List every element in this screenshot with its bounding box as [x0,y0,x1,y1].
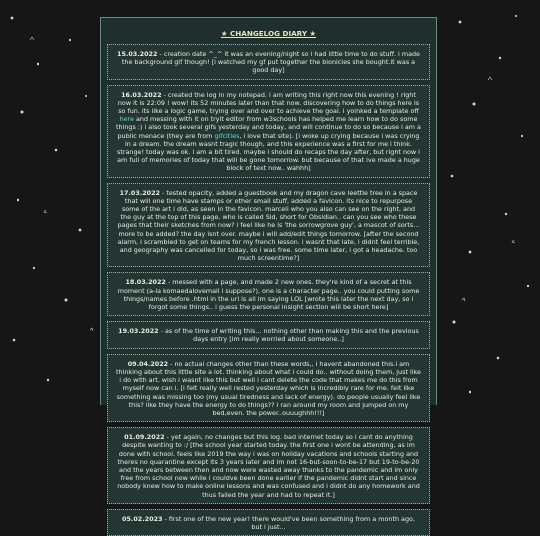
changelog-entry [107,44,430,80]
entry-date: 01.09.2022 [124,433,165,442]
entry-text: - yet again, no changes but this log. bad internet today so i cant do anything despite wanting to :/ [the school year started today. the first one i wont be attending, as im done with school. feels like 2019 the way i was on holiday vacations and schools starting and theres no quarantine except its 3 years later and im not 16-but-soon-to-be-17 but 19-to-be-20 and the years between then and now were wasted away thanks to the pandemic and im only free from school now while i couldve been done earlier if the pandemic didnt start and since nobody knew how to make online lessons and was confused and i didnt do any homework and thus failed the year and had to repeat it.] [117,433,420,499]
gifcities-link[interactable]: gifcities [214,131,240,140]
changelog-entry [107,427,430,504]
changelog-entry [107,509,430,536]
entry-text: - as of the time of writing this... nothing other than making this and the previous days entry [im really worried about someone..] [158,327,419,344]
entry-text: - messed with a page, and made 2 new ones. they're kind of a secret at this moment (a-la komaedalovemail i suppose?), one is a character page.. you could putting some things/names before .html in the url is all im saying LOL [wrote this later the next day, so i forgot some things.. i guess the personal insight section will be short here] [117,278,420,312]
entry-date: 18.03.2022 [125,278,166,287]
entry-date: 17.03.2022 [119,188,160,197]
changelog-entry [107,354,430,422]
changelog-entry [107,272,430,316]
title-text: CHANGELOG DIARY [229,29,308,38]
entry-text: and messing with it on tryit editor from w3schools has helped me learn how to do some things :) i also took several gifs yesterday and today, and will continue to do so because i am a public menace (they are from [116,115,421,140]
template-link[interactable]: here [119,115,134,124]
entry-text: - tested opacity, added a guestbook and my dragon cave leettle tree in a space that will one time have stamps or other small stuff, added a favicon. its nice to repurpose some of the art i did, as seen in the favicon. marceli who you also can see on the right, and the guy at the top of this page, who is called Sid, short for Obsidian.. can you see who these pages that their sketches from now? i feel like he is 'the sorrowgrove guy', a mascot of sorts... more to be added? the day isnt over. maybe i will add/edit things tomorrow. [after the second alarm, i scrambled to get on teams for my french lesson. i wasnt that late, i didnt feel terrible, and geography was cancelled for today, so i was free. some time later, i got a headache. too much screentime?] [117,188,420,263]
entry-text: - first one of the new year! there would've been something from a month ago, but i just... [162,514,415,531]
entry-text: - no actual changes other than these words,, i havent abandoned this.i am thinking about this little site a lot. thinking about what i could do.. without doing them, just like i do with art. wish i wasnt like this but well i cant delete the code that makes me do this from myself now can i. [i felt really well rested yesterday which is incredibly rare for me. felt like something was missing too (my usual tiredness and lack of energy). do people usually feel like this? like they have the energy to do things?? i ran around my room and jumped on my bed,even. the power..ouuughhh!!!] [116,359,421,417]
entry-text: - created the log in my notepad. i am writing this right now this evening ! right now it is 22:09 ! wow! its 52 minutes later than that now. discovering how to do things here is so fun. its like a logic game, trying over and over to achieve the goal. i yoinked a template off [117,90,420,116]
entry-date: 05.02.2023 [122,514,163,523]
star-icon: ★ [309,29,316,38]
changelog-entry [107,321,430,348]
entry-text: - creation date ^_^ it was an evening/night so i had little time to do stuff. i made the background gif though! [i watched my gf put together the bionicles she bought.it was a good day] [121,50,420,75]
changelog-entry [107,85,430,178]
changelog-panel [100,17,437,531]
star-icon: ★ [221,29,228,38]
page-title [101,29,436,38]
entry-date: 16.03.2022 [121,90,162,99]
entry-date: 15.03.2022 [117,50,158,58]
entry-text: , i love that site). [i woke up crying because i was crying in a dream. the dream wasnt tragic though, and this experience was a first for me i think. strange! today was ok. i am a bit tired. maybe i should do recaps the day after, but right now i am full of memories of today that will be gone tomorrow. but because of that ive made a huge block of text now.. wahhh] [117,131,420,173]
entry-date: 09.04.2022 [127,359,169,368]
entry-date: 19.03.2022 [118,327,159,336]
changelog-entry [107,183,430,268]
